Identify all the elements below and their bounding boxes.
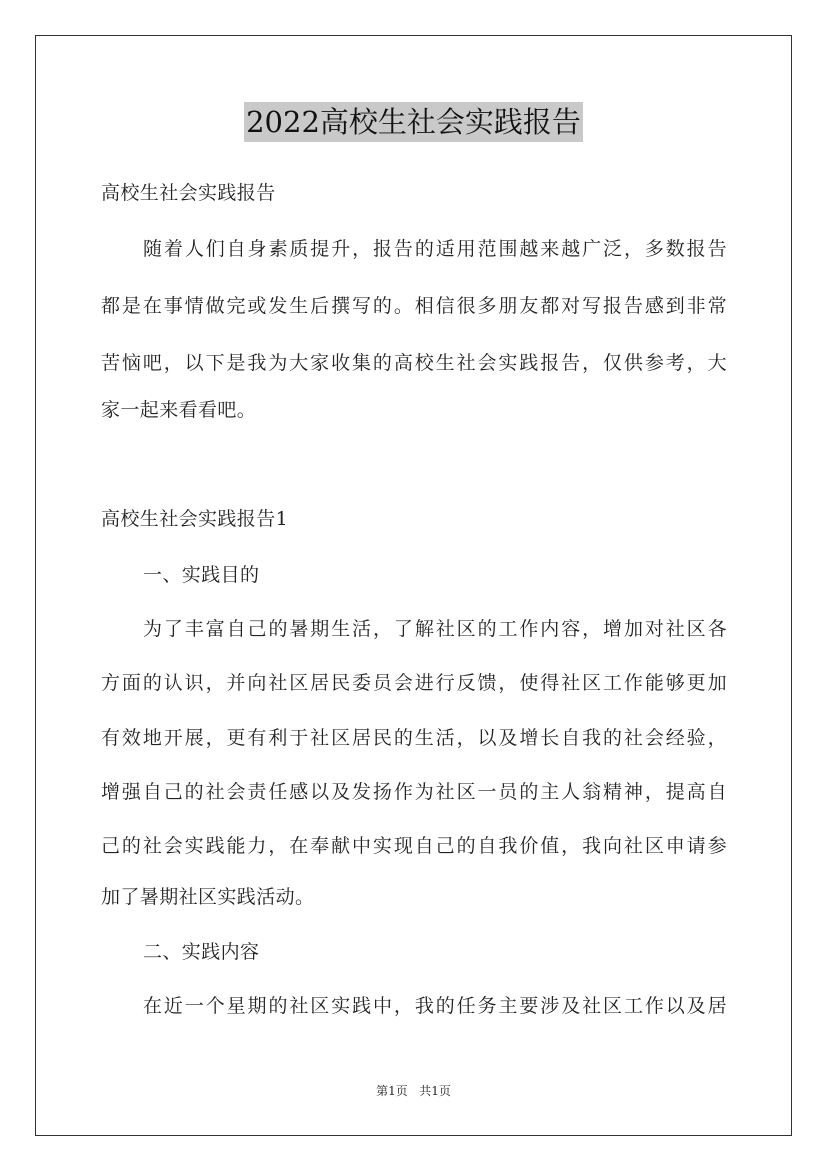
paragraph-line: 苦恼吧，以下是我为大家收集的高校生社会实践报告，仅供参考，大 [101, 352, 727, 374]
paragraph-line: 方面的认识，并向社区居民委员会进行反馈，使得社区工作能够更加 [101, 672, 727, 694]
subsection-heading: 二、实践内容 [143, 941, 260, 963]
paragraph-line: 增强自己的社会责任感以及发扬作为社区一员的主人翁精神，提高自 [101, 781, 727, 803]
paragraph-line: 随着人们自身素质提升，报告的适用范围越来越广泛，多数报告 [143, 238, 727, 260]
page-footer [0, 1083, 827, 1099]
paragraph-line: 有效地开展，更有利于社区居民的生活，以及增长自我的社会经验， [101, 727, 727, 749]
subsection-heading: 一、实践目的 [143, 564, 260, 586]
document-title: 2022高校生社会实践报告 [244, 102, 583, 142]
paragraph-line: 己的社会实践能力，在奉献中实现自己的自我价值，我向社区申请参 [101, 835, 727, 857]
paragraph-line: 为了丰富自己的暑期生活，了解社区的工作内容，增加对社区各 [143, 618, 727, 640]
paragraph-line: 都是在事情做完或发生后撰写的。相信很多朋友都对写报告感到非常 [101, 295, 727, 317]
title-container [0, 102, 827, 142]
page-number: 第1页 [376, 1084, 408, 1098]
section-heading: 高校生社会实践报告 [101, 182, 276, 204]
paragraph-line: 加了暑期社区实践活动。 [101, 886, 315, 908]
paragraph-line: 家一起来看看吧。 [101, 399, 257, 421]
page-total: 共1页 [419, 1084, 451, 1098]
paragraph-line: 在近一个星期的社区实践中，我的任务主要涉及社区工作以及居 [143, 995, 727, 1017]
section-heading: 高校生社会实践报告1 [101, 508, 289, 530]
